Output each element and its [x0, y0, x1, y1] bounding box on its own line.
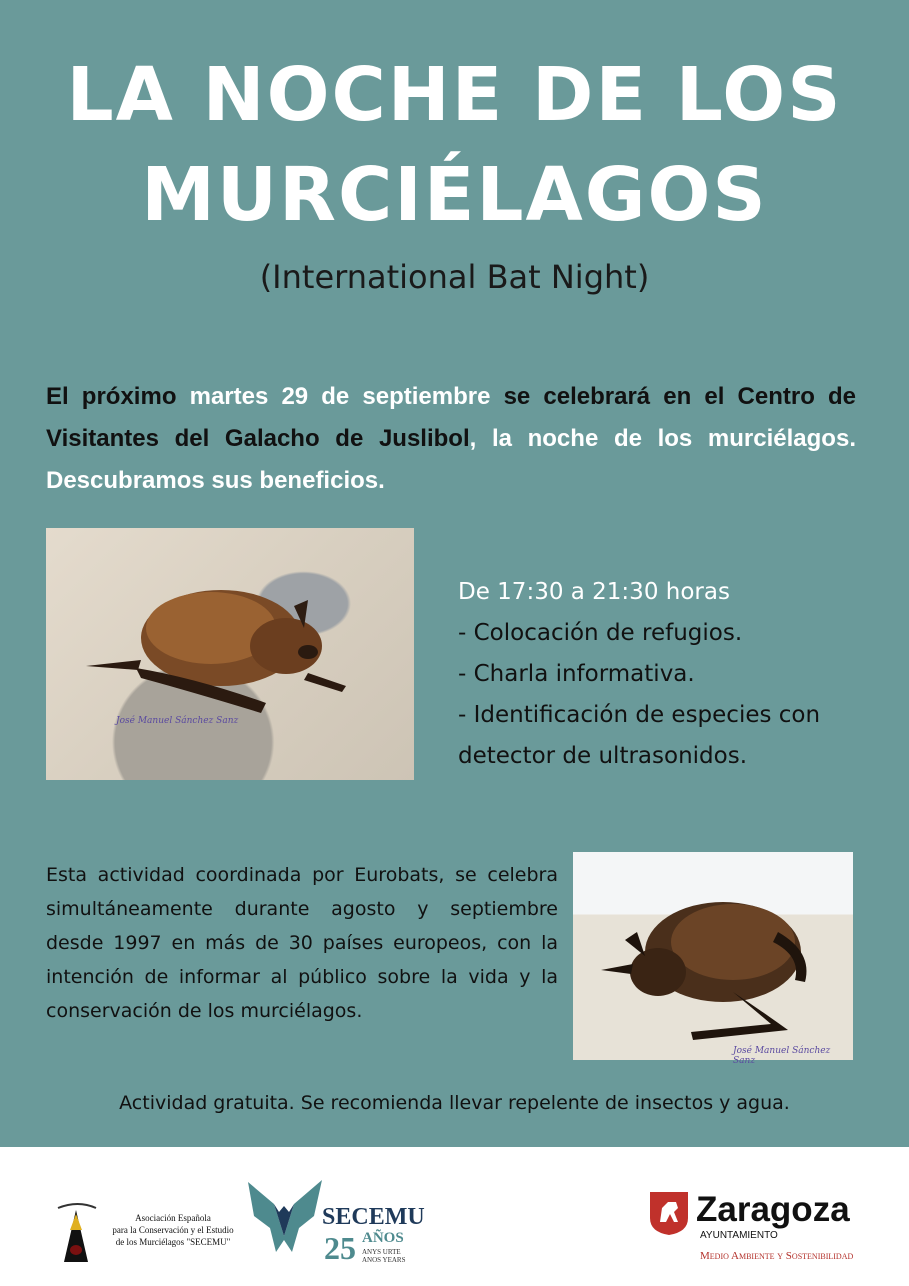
zaragoza-lion-icon: [648, 1190, 690, 1236]
eurobats-paragraph: Esta actividad coordinada por Eurobats, se celebra simultáneamente durante agosto y septiembre desde 1997 en más de 30 países europeos, con la intención de informar al público sobre la vida y la conservación de los murciélagos.: [46, 864, 558, 1022]
zaragoza-medio-ambiente: Medio Ambiente y Sostenibilidad: [700, 1250, 854, 1262]
association-line-2: para la Conservación y el Estudio: [112, 1225, 234, 1235]
intro-part-1: El próximo: [46, 383, 177, 410]
secemu-sub-1: ANYS URTE: [362, 1248, 401, 1256]
bat-photo-1: [46, 528, 414, 780]
title-line-2: MURCIÉLAGOS: [141, 152, 768, 238]
secemu-anos: AÑOS: [362, 1230, 404, 1246]
intro-date: martes 29 de septiembre: [176, 383, 504, 410]
bat-photo-2: [573, 852, 853, 1066]
schedule-item-identificacion: - Identificación de especies con detector de ultrasonidos.: [458, 702, 821, 769]
bat-illustration-2: [573, 852, 853, 1060]
schedule-item-charla: - Charla informativa.: [458, 661, 695, 687]
bat-illustration-1: [46, 528, 414, 780]
zaragoza-ayuntamiento: AYUNTAMIENTO: [700, 1230, 778, 1241]
title-line-1: LA NOCHE DE LOS: [66, 52, 843, 138]
photo-credit-2: José Manuel Sánchez Sanz: [733, 1046, 831, 1066]
free-activity-note: Actividad gratuita. Se recomienda llevar repelente de insectos y agua.: [119, 1092, 790, 1114]
intro-paragraph: [46, 376, 856, 502]
subtitle: (International Bat Night): [259, 258, 650, 296]
association-line-3: de los Murciélagos "SECEMU": [115, 1237, 231, 1247]
secemu-name: SECEMU: [322, 1204, 425, 1230]
association-line-1: Asociación Española: [135, 1213, 211, 1223]
schedule: [458, 572, 878, 777]
intro-benefits: . Descubramos sus beneficios.: [46, 425, 856, 494]
association-name: [103, 1212, 243, 1248]
zaragoza-name: Zaragoza: [696, 1190, 850, 1229]
schedule-hours: De 17:30 a 21:30 horas: [458, 579, 730, 605]
schedule-item-refugios: - Colocación de refugios.: [458, 620, 743, 646]
secemu-bat-logo-icon: [244, 1176, 326, 1256]
intro-night: , la noche de los murciélagos: [469, 425, 850, 452]
secemu-years-translations: [362, 1248, 406, 1264]
secemu-association-logo-icon: [48, 1200, 106, 1270]
secemu-sub-2: ANOS YEARS: [362, 1256, 406, 1264]
secemu-years: 25: [324, 1230, 356, 1266]
photo-credit-1: José Manuel Sánchez Sanz: [116, 716, 239, 726]
intro-location: se celebrará en el Centro de Visitantes del Galacho de Juslibol: [46, 383, 856, 452]
